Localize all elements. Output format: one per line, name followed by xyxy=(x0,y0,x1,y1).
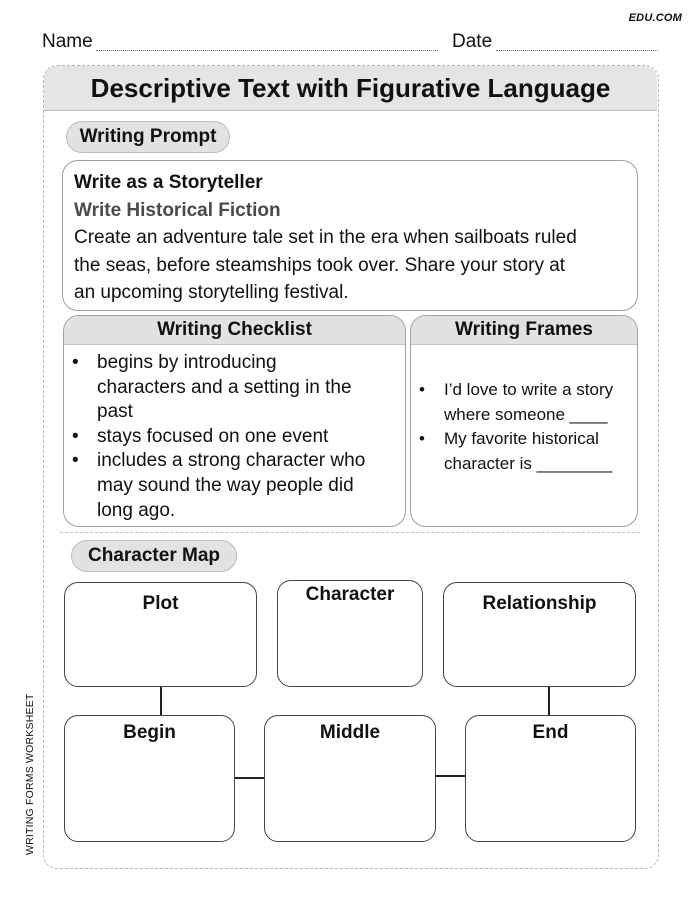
plot-box xyxy=(64,582,257,687)
plot-label: Plot xyxy=(142,593,179,614)
checklist-list xyxy=(64,351,405,523)
checklist-item: • stays focused on one event xyxy=(64,425,405,450)
checklist-item: • begins by introducing characters and a setting in the past xyxy=(64,351,405,425)
prompt-line: Create an adventure tale set in the era when sailboats ruled xyxy=(74,227,577,248)
begin-label: Begin xyxy=(123,722,176,743)
middle-end-connector xyxy=(436,775,465,777)
relationship-end-connector xyxy=(548,687,550,715)
begin-middle-connector xyxy=(235,777,264,779)
relationship-label: Relationship xyxy=(482,593,597,614)
prompt-line: an upcoming storytelling festival. xyxy=(74,282,349,303)
frame-item: • My favorite historical character is ________ xyxy=(411,427,637,476)
worksheet-title: Descriptive Text with Figurative Language xyxy=(44,66,657,111)
middle-label: Middle xyxy=(319,722,381,743)
frames-box xyxy=(410,315,638,527)
side-label: WRITING FORMS WORKSHEET xyxy=(24,693,36,855)
prompt-heading: Write as a Storyteller xyxy=(74,172,263,193)
frames-title: Writing Frames xyxy=(411,316,637,345)
end-box xyxy=(465,715,636,842)
date-label: Date xyxy=(452,31,493,52)
brand-logo: EDU.COM xyxy=(628,12,682,24)
prompt-line: the seas, before steamships took over. Share your story at xyxy=(74,254,566,276)
name-line xyxy=(96,50,438,51)
character-map-pill: Character Map xyxy=(71,540,237,572)
name-label: Name xyxy=(42,31,93,52)
section-divider xyxy=(60,532,640,533)
date-line xyxy=(496,50,658,51)
plot-begin-connector xyxy=(160,687,162,715)
checklist-box xyxy=(63,315,406,527)
character-box xyxy=(277,580,423,687)
character-label: Character xyxy=(305,584,395,605)
frames-list xyxy=(411,378,637,476)
checklist-item: • includes a strong character who may sound the way people did long ago. xyxy=(64,449,405,523)
prompt-subheading: Write Historical Fiction xyxy=(74,199,281,221)
prompt-box xyxy=(62,160,638,311)
relationship-box xyxy=(443,582,636,687)
begin-box xyxy=(64,715,235,842)
end-label: End xyxy=(532,722,569,743)
checklist-title: Writing Checklist xyxy=(64,316,405,345)
middle-box xyxy=(264,715,436,842)
writing-prompt-pill: Writing Prompt xyxy=(66,121,230,153)
frame-item: • I’d love to write a story where someone ____ xyxy=(411,378,637,427)
